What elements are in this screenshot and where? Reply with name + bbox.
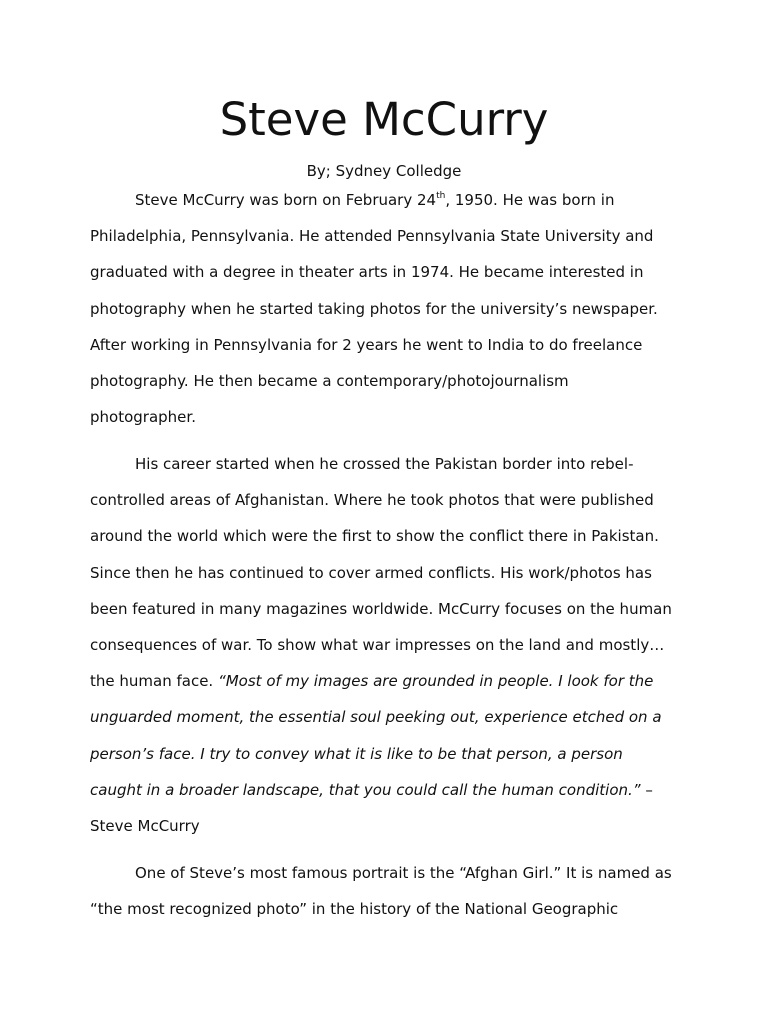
paragraph-line: the human face. “Most of my images are grounded in people. I look for the [90,672,654,691]
quote-text: caught in a broader landscape, that you could call the human condition.” [90,780,641,799]
paragraph-line: graduated with a degree in theater arts in 1974. He became interested in [90,263,644,282]
paragraph-line: After working in Pennsylvania for 2 years he went to India to do freelance [90,335,643,354]
quote-text: unguarded moment, the essential soul peeking out, experience etched on a [90,708,662,727]
paragraph-line: photographer. [90,408,196,427]
paragraph-line: Since then he has continued to cover armed conflicts. His work/photos has [90,563,652,582]
superscript-th: th [436,191,446,201]
paragraph-line: Philadelphia, Pennsylvania. He attended Pennsylvania State University and [90,227,654,246]
paragraph-line: consequences of war. To show what war impresses on the land and mostly… [90,636,665,655]
paragraph-line: around the world which were the first to show the conflict there in Pakistan. [90,527,659,546]
paragraph-line: photography when he started taking photos for the university’s newspaper. [90,299,658,318]
paragraph-line: caught in a broader landscape, that you could call the human condition.” – [90,780,653,799]
paragraph-line: photography. He then became a contemporary/photojournalism [90,372,569,391]
quote-text: person’s face. I try to convey what it is like to be that person, a person [90,744,623,763]
paragraph-line: “the most recognized photo” in the history of the National Geographic [90,900,619,919]
paragraph-line: Steve McCurry was born on February 24th, 1950. He was born in [135,191,615,209]
document-title: Steve McCurry [219,93,549,146]
paragraph-line: been featured in many magazines worldwide. McCurry focuses on the human [90,599,672,618]
quote-attribution: Steve McCurry [90,817,200,836]
paragraph-biography [90,182,690,435]
paragraph-line: His career started when he crossed the Pakistan border into rebel- [135,455,634,473]
paragraph-line: controlled areas of Afghanistan. Where he took photos that were published [90,491,654,510]
quote-text: “Most of my images are grounded in people. I look for the [217,672,654,691]
paragraph-line: One of Steve’s most famous portrait is the “Afghan Girl.” It is named as [135,864,672,882]
document-byline: By; Sydney Colledge [306,162,462,180]
paragraph-career [90,446,690,844]
paragraph-afghan-girl [90,855,690,927]
